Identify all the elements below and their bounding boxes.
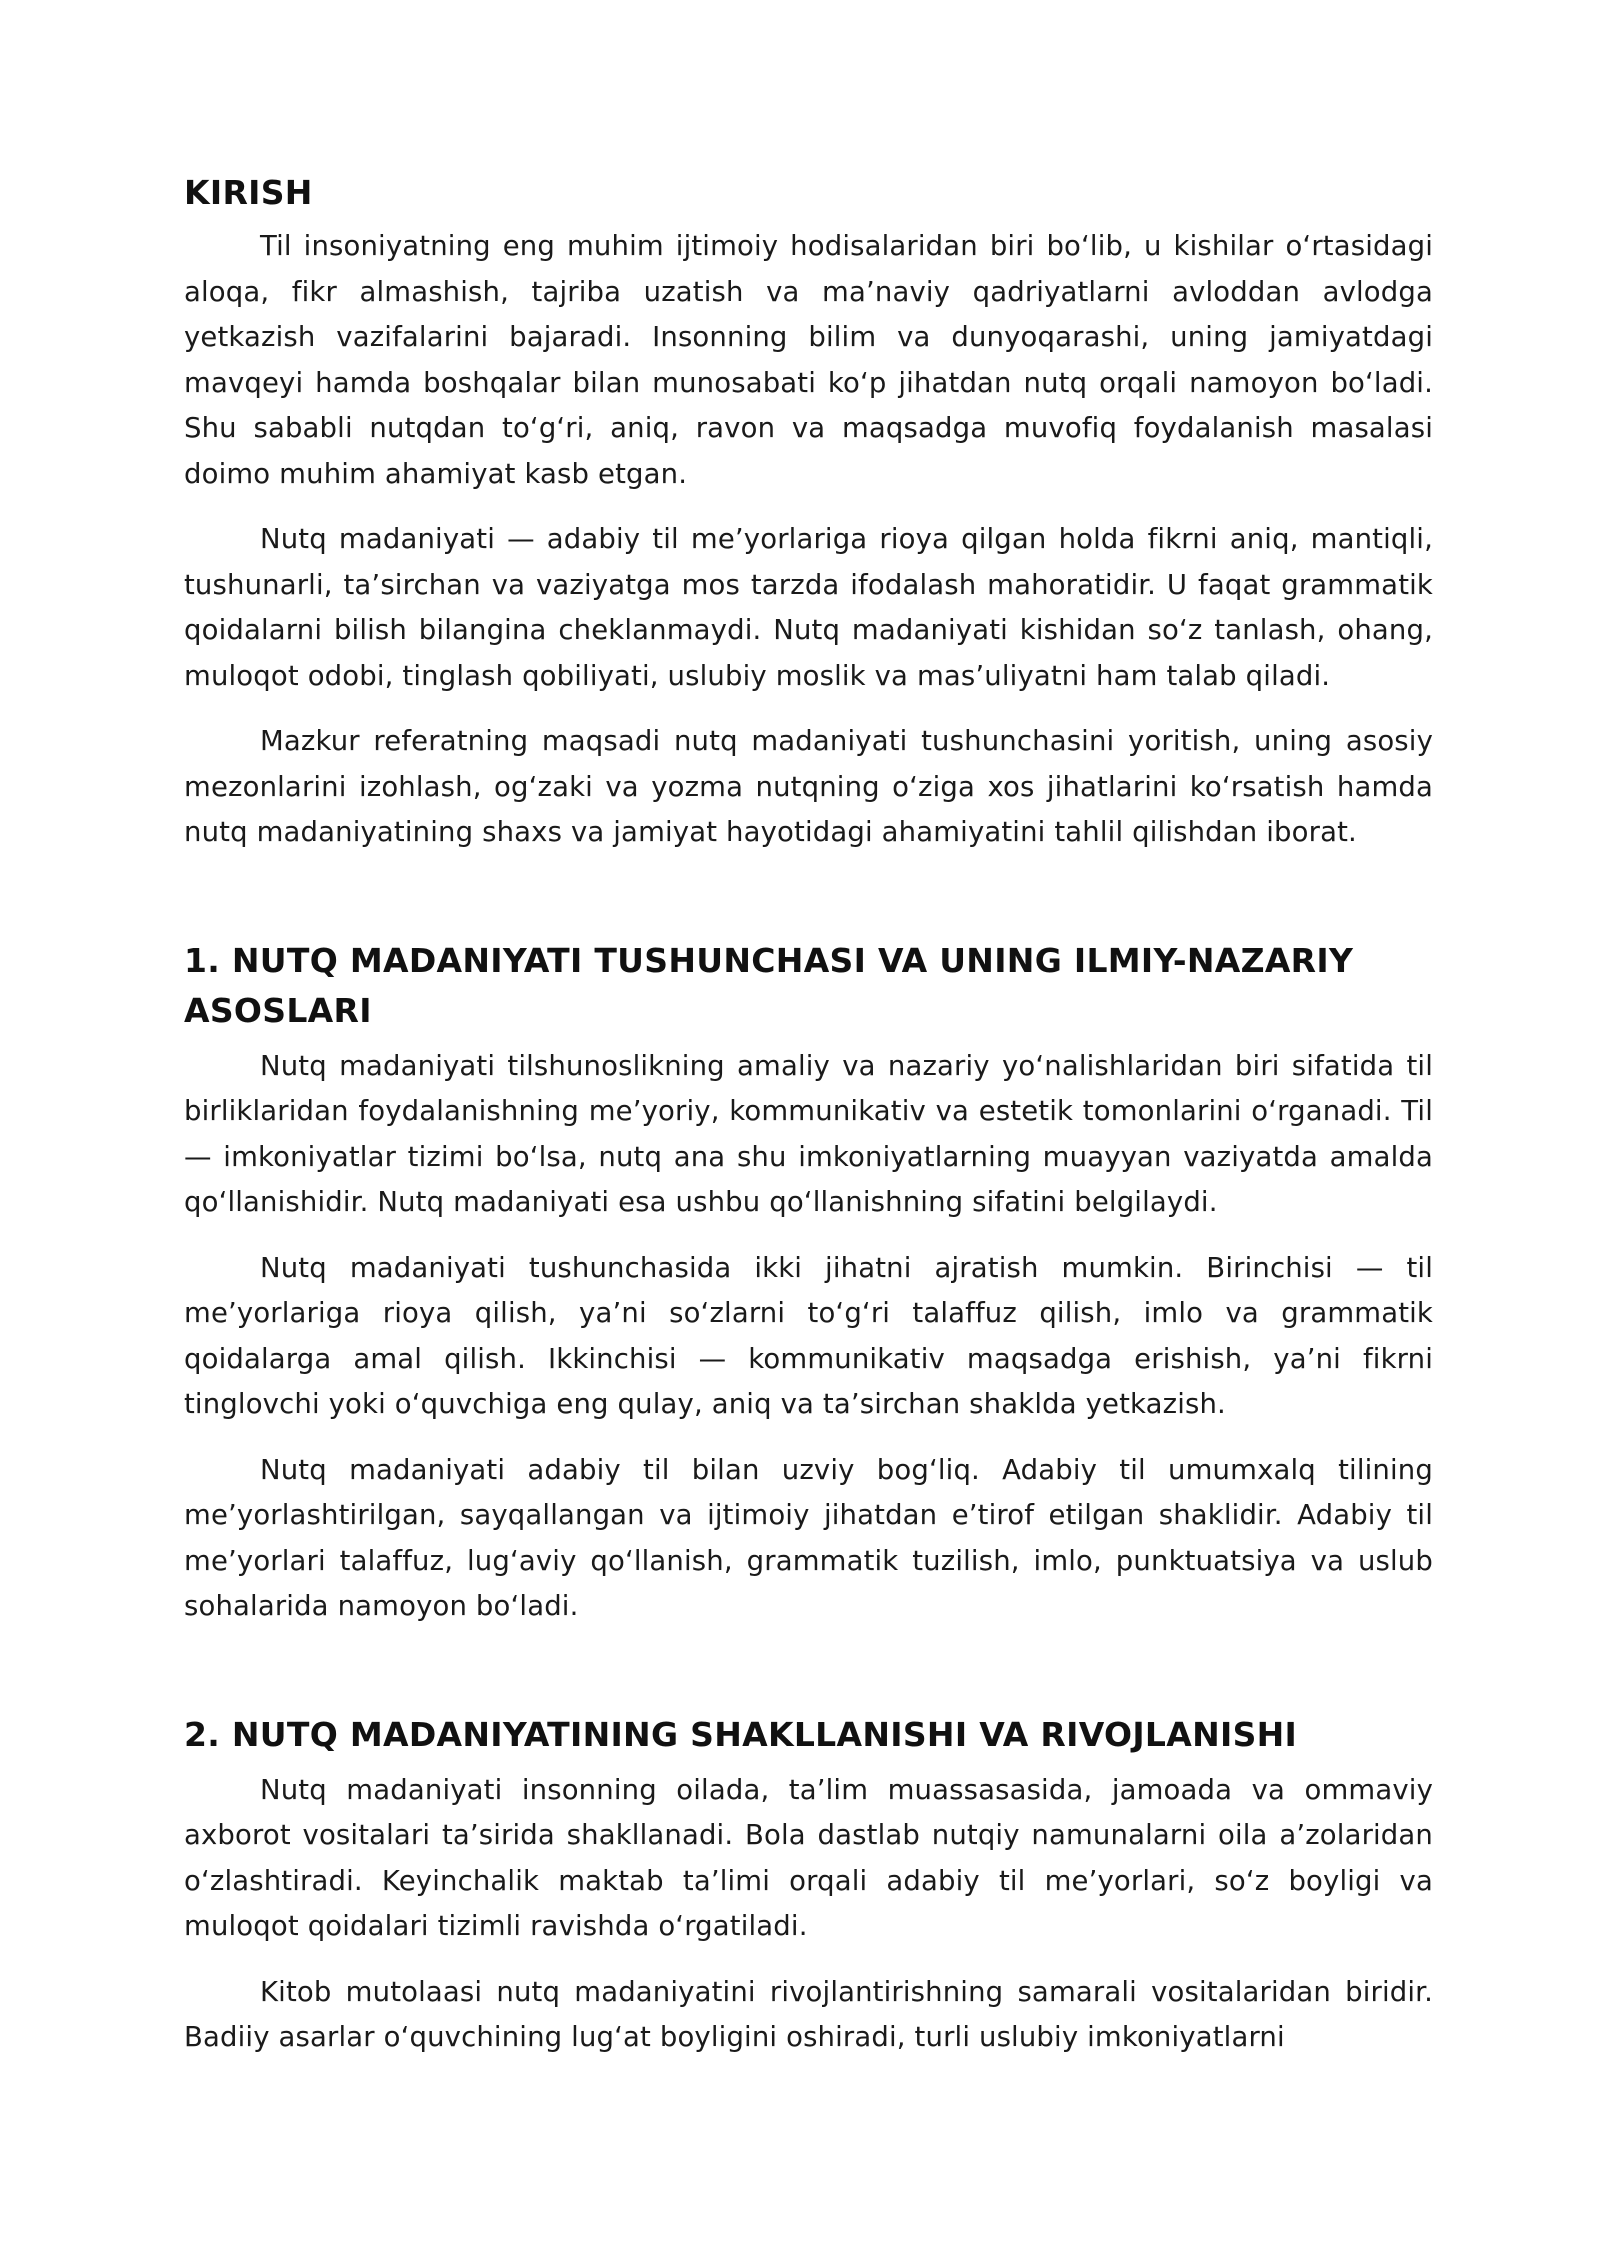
intro-paragraph-3: Mazkur referatning maqsadi nutq madaniyati tushunchasini yoritish, uning asosiy mezonlarini izohlash, og‘zaki va yozma nutqning o‘ziga xos jihatlarini ko‘rsatish hamda nutq madaniyatining shaxs va jamiyat hayotidagi ahamiyatini tahlil qilishdan iborat. [184,725,1433,848]
intro-paragraph-1: Til insoniyatning eng muhim ijtimoiy hodisalaridan biri bo‘lib, u kishilar o‘rtasidagi aloqa, fikr almashish, tajriba uzatish va ma’naviy qadriyatlarni avloddan avlodga yetkazish vazifalarini bajaradi. Insonning bilim va dunyoqarashi, uning jamiyatdagi mavqeyi hamda boshqalar bilan munosabati ko‘p jihatdan nutq orqali namoyon bo‘ladi. Shu sababli nutqdan to‘g‘ri, aniq, ravon va maqsadga muvofiq foydalanish masalasi doimo muhim ahamiyat kasb etgan. [184,230,1433,490]
section-2-heading: 2. NUTQ MADANIYATINING SHAKLLANISHI VA RIVOJLANISHI [184,1714,1298,1754]
section-2-paragraph-2: Kitob mutolaasi nutq madaniyatini rivojlantirishning samarali vositalaridan biridir. Badiiy asarlar o‘quvchining lug‘at boyligini oshiradi, turli uslubiy imkoniyatlarni [184,1975,1433,2053]
intro-paragraph-2: Nutq madaniyati — adabiy til me’yorlariga rioya qilgan holda fikrni aniq, mantiqli, tushunarli, ta’sirchan va vaziyatga mos tarzda ifodalash mahoratidir. U faqat grammatik qoidalarni bilish bilangina cheklanmaydi. Nutq madaniyati kishidan so‘z tanlash, ohang, muloqot odobi, tinglash qobiliyati, uslubiy moslik va mas’uliyatni ham talab qiladi. [184,523,1433,692]
section-1-heading: 1. NUTQ MADANIYATI TUSHUNCHASI VA UNING ILMIY-NAZARIY ASOSLARI [184,940,1354,1030]
section-1-paragraph-1: Nutq madaniyati tilshunoslikning amaliy va nazariy yo‘nalishlaridan biri sifatida til birliklaridan foydalanishning me’yoriy, kommunikativ va estetik tomonlarini o‘rganadi. Til — imkoniyatlar tizimi bo‘lsa, nutq ana shu imkoniyatlarning muayyan vaziyatda amalda qo‘llanishidir. Nutq madaniyati esa ushbu qo‘llanishning sifatini belgilaydi. [184,1049,1433,1218]
section-1-paragraph-2: Nutq madaniyati tushunchasida ikki jihatni ajratish mumkin. Birinchisi — til me’yorlariga rioya qilish, ya’ni so‘zlarni to‘g‘ri talaffuz qilish, imlo va grammatik qoidalarga amal qilish. Ikkinchisi — kommunikativ maqsadga erishish, ya’ni fikrni tinglovchi yoki o‘quvchiga eng qulay, aniq va ta’sirchan shaklda yetkazish. [184,1251,1433,1420]
section-1-paragraph-3: Nutq madaniyati adabiy til bilan uzviy bog‘liq. Adabiy til umumxalq tilining me’yorlashtirilgan, sayqallangan va ijtimoiy jihatdan e’tirof etilgan shaklidir. Adabiy til me’yorlari talaffuz, lug‘aviy qo‘llanish, grammatik tuzilish, imlo, punktuatsiya va uslub sohalarida namoyon bo‘ladi. [184,1453,1433,1622]
intro-heading: KIRISH [184,173,313,212]
section-2-paragraph-1: Nutq madaniyati insonning oilada, ta’lim muassasasida, jamoada va ommaviy axborot vositalari ta’sirida shakllanadi. Bola dastlab nutqiy namunalarni oila a’zolaridan o‘zlashtiradi. Keyinchalik maktab ta’limi orqali adabiy til me’yorlari, so‘z boyligi va muloqot qoidalari tizimli ravishda o‘rgatiladi. [184,1773,1433,1942]
